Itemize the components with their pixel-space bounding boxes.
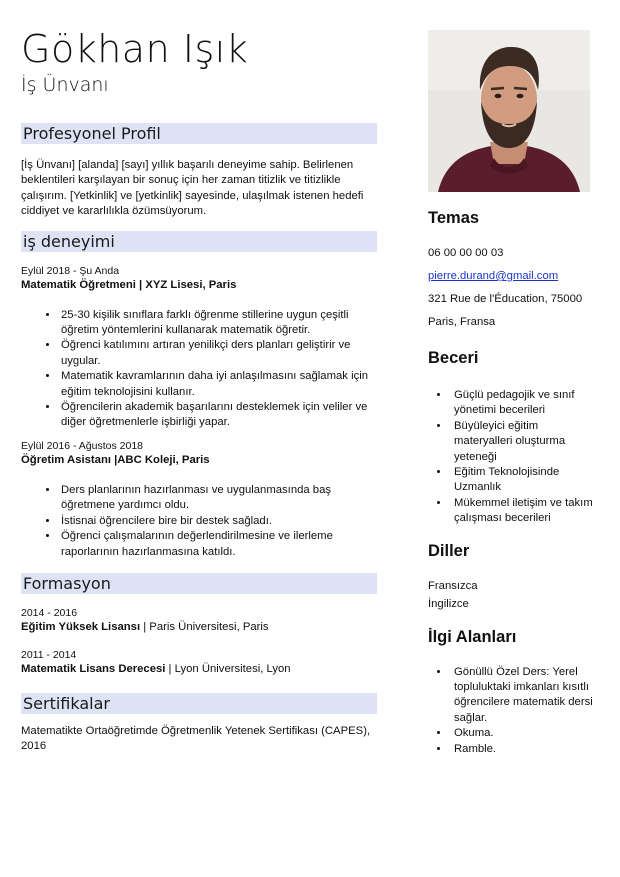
list-item: • Gönüllü Özel Ders: Yerel topluluktaki imkanları kısıtlı öğrencilere matematik dersi sağlar. [450, 665, 593, 727]
sidebar-column [428, 30, 593, 757]
profile-text: [İş Ünvanı] [alanda] [sayı] yıllık başarılı deneyime sahip. Belirlenen beklentileri karşılayan bir sonuç için her zaman titizlik ve titizlikle çalışırım. [Yetkinlik] ve [yetkinlik] sayesinde, ulaşılmak istenen hedefi ciddiyet ve kararlılıkla özümsüyorum. [21, 159, 364, 218]
list-item: • Ders planlarının hazırlanması ve uygulanmasında baş öğretmene yardımcı oldu. [59, 483, 377, 514]
job-entry [21, 439, 377, 560]
contact-heading: Temas [428, 209, 480, 227]
job-bullets [21, 308, 377, 431]
list-item: • Ramble. [450, 742, 593, 757]
profile-photo [428, 30, 590, 192]
certificates-heading: Sertifikalar [21, 693, 377, 714]
profile-heading: Profesyonel Profil [21, 123, 377, 144]
language-item: İngilizce [428, 597, 469, 610]
education-entry [21, 648, 377, 677]
list-item: • Öğrencilerin akademik başarılarını desteklemek için veliler ve diğer öğretmenlerle işbirliği yapar. [59, 400, 377, 431]
experience-heading: iş deneyimi [21, 231, 377, 252]
education-school: | Paris Üniversitesi, Paris [140, 620, 269, 633]
list-item: • Eğitim Teknolojisinde Uzmanlık [450, 465, 593, 496]
education-degree: Matematik Lisans Derecesi [21, 662, 166, 675]
job-bullets [21, 483, 377, 560]
list-item: • 25-30 kişilik sınıflara farklı öğrenme stillerine uygun çeşitli öğretim yöntemlerini kullanarak matematik öğretir. [59, 308, 377, 339]
skills-list [428, 388, 593, 527]
education-school: | Lyon Üniversitesi, Lyon [165, 662, 291, 675]
contact-address-line2: Paris, Fransa [428, 316, 496, 328]
language-item: Fransızca [428, 579, 478, 592]
job-dates: Eylül 2018 - Şu Anda [21, 264, 120, 277]
list-item: • Matematik kavramlarının daha iyi anlaşılmasını sağlamak için eğitim teknolojisini kullanır. [59, 369, 377, 400]
education-heading: Formasyon [21, 573, 377, 594]
list-item: • İstisnai öğrencilere bire bir destek sağladı. [59, 514, 377, 529]
languages-heading: Diller [428, 541, 470, 560]
education-entry [21, 606, 377, 635]
list-item: • Güçlü pedagojik ve sınıf yönetimi becerileri [450, 388, 593, 419]
job-title: İş Ünvanı [21, 74, 109, 96]
interests-list [428, 665, 593, 757]
list-item: • Büyüleyici eğitim materyalleri oluşturma yeteneği [450, 419, 593, 465]
contact-email-link[interactable]: pierre.durand@gmail.com [428, 270, 559, 282]
job-role: Matematik Öğretmeni | XYZ Lisesi, Paris [21, 278, 237, 291]
job-entry [21, 264, 377, 431]
list-item: • Öğrenci katılımını artıran yenilikçi ders planları geliştirir ve uygular. [59, 338, 377, 369]
candidate-name: Gökhan Işık [21, 27, 249, 71]
education-degree: Eğitim Yüksek Lisansı [21, 620, 141, 633]
education-dates: 2011 - 2014 [21, 648, 77, 661]
list-item: • Öğrenci çalışmalarının değerlendirilmesine ve ilerleme raporlarının hazırlanmasına katıldı. [59, 529, 377, 560]
job-role: Öğretim Asistanı |ABC Koleji, Paris [21, 453, 210, 466]
certificates-text: Matematikte Ortaöğretimde Öğretmenlik Yetenek Sertifikası (CAPES), 2016 [21, 724, 371, 753]
list-item: • Okuma. [450, 726, 593, 741]
education-dates: 2014 - 2016 [21, 606, 78, 619]
job-dates: Eylül 2016 - Ağustos 2018 [21, 439, 144, 452]
contact-phone: 06 00 00 00 03 [428, 247, 504, 259]
skills-heading: Beceri [428, 349, 479, 367]
interests-heading: İlgi Alanları [428, 627, 517, 646]
contact-address-line1: 321 Rue de l'Éducation, 75000 [428, 293, 583, 305]
main-column [21, 26, 377, 755]
list-item: • Mükemmel iletişim ve takım çalışması becerileri [450, 496, 593, 527]
